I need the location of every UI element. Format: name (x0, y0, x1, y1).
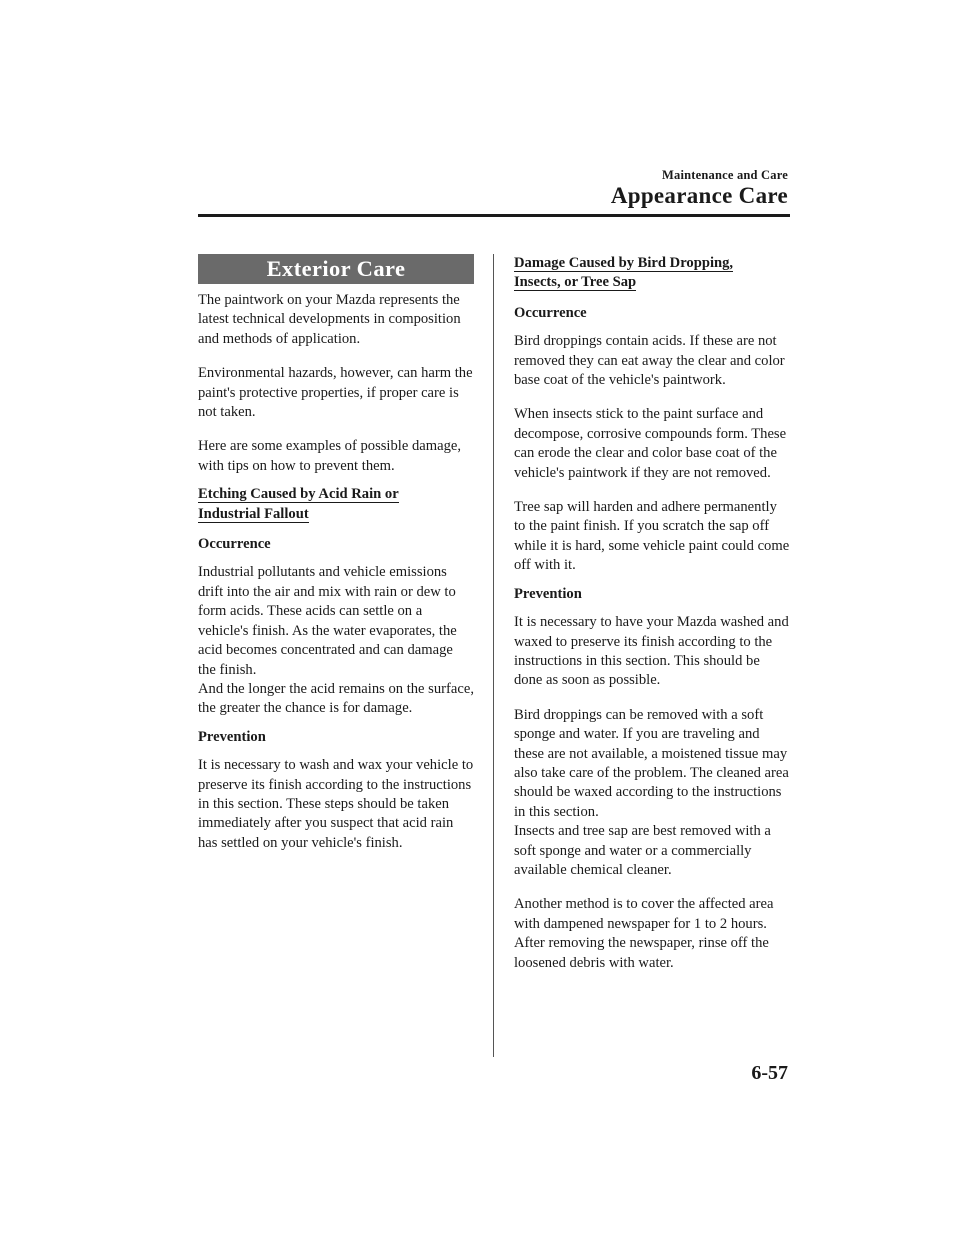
left-column (198, 254, 474, 868)
intro-paragraph-3: Here are some examples of possible damage, with tips on how to prevent them. (198, 438, 461, 474)
acid-rain-topic-title (198, 485, 474, 524)
bird-dropping-occurrence-heading: Occurrence (514, 304, 587, 321)
acid-rain-occurrence-paragraph-2: And the longer the acid remains on the surface, the greater the chance is for damage. (198, 680, 474, 717)
acid-rain-occurrence-heading: Occurrence (198, 536, 271, 553)
header-rule (198, 214, 790, 217)
bird-dropping-topic-title-line1: Damage Caused by Bird Dropping, (514, 255, 734, 271)
acid-rain-topic-title-line1: Etching Caused by Acid Rain or (198, 486, 399, 503)
acid-rain-prevention-paragraph: It is necessary to wash and wax your vehicle to preserve its finish according to the instructions in this section. These steps should be taken immediately after you suspect that acid rain has settled on your vehicle's finish. (198, 757, 474, 851)
page-number: 6-57 (751, 1062, 788, 1084)
bird-dropping-topic-title-line2: Insects, or Tree Sap (514, 274, 637, 291)
bird-dropping-occurrence-paragraph-3: Tree sap will harden and adhere permanently to the paint finish. If you scratch the sap off while it is hard, some vehicle paint could come off with it. (514, 499, 790, 574)
bird-dropping-occurrence-paragraph-1: Bird droppings contain acids. If these are not removed they can eat away the clear and color base coat of the vehicle's paintwork. (514, 333, 785, 389)
section-title: Appearance Care (610, 183, 788, 208)
bird-dropping-prevention-paragraph-1: It is necessary to have your Mazda washed and waxed to preserve its finish according to the instructions in this section. This should be done as soon as possible. (514, 614, 789, 689)
bird-dropping-prevention-paragraph-3: Insects and tree sap are best removed with a soft sponge and water or a commercially available chemical cleaner. (514, 823, 771, 878)
acid-rain-topic-title-line2: Industrial Fallout (198, 505, 309, 522)
exterior-care-banner: Exterior Care (198, 254, 474, 284)
intro-paragraph-2: Environmental hazards, however, can harm the paint's protective properties, if proper care is not taken. (198, 365, 473, 421)
acid-rain-occurrence-paragraph-1: Industrial pollutants and vehicle emissions drift into the air and mix with rain or dew to form acids. These acids can settle on a vehicle's finish. As the water evaporates, the acid becomes concentrated and can damage the finish. (198, 564, 457, 678)
acid-rain-prevention-heading: Prevention (198, 728, 266, 745)
right-column (514, 254, 790, 988)
bird-dropping-prevention-paragraph-4: Another method is to cover the affected area with dampened newspaper for 1 to 2 hours. After removing the newspaper, rinse off the loosened debris with water. (514, 896, 774, 971)
column-divider (493, 254, 494, 1057)
intro-paragraph-1: The paintwork on your Mazda represents the latest technical developments in composition and methods of application. (198, 292, 461, 347)
bird-dropping-prevention-heading: Prevention (514, 585, 582, 602)
bird-dropping-occurrence-paragraph-2: When insects stick to the paint surface and decompose, corrosive compounds form. These can erode the clear and color base coat of the vehicle's paintwork if they are not removed. (514, 406, 787, 481)
bird-dropping-topic-title (514, 254, 790, 293)
chapter-title: Maintenance and Care (662, 168, 788, 182)
bird-dropping-prevention-paragraph-2: Bird droppings can be removed with a soft sponge and water. If you are traveling and these are not available, a moistened tissue may also take care of the problem. The cleaned area should be waxed according to the instructions in this section. (514, 706, 789, 820)
